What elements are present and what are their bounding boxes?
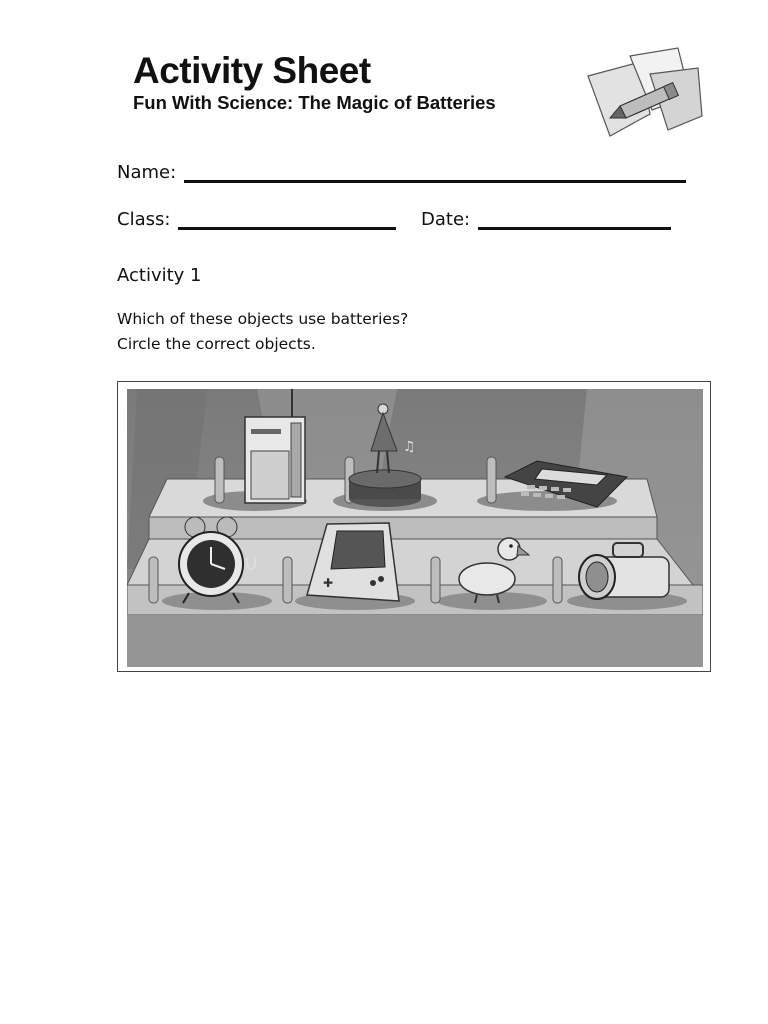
name-field [117,162,686,183]
activity-question: Which of these objects use batteries? [117,310,409,328]
svg-text:✚: ✚ [323,576,334,590]
class-field [117,209,396,230]
date-blank-line[interactable] [478,209,671,230]
shelf-scene [127,389,703,667]
name-blank-line[interactable] [184,162,686,183]
activity-instruction: Circle the correct objects. [117,335,316,353]
page-subtitle: Fun With Science: The Magic of Batteries [133,92,496,113]
name-label: Name: [117,162,177,183]
class-label: Class: [117,209,171,230]
objects-illustration-frame [117,381,711,672]
class-blank-line[interactable] [178,209,396,230]
date-field [421,209,671,230]
paper-pencil-icon [580,44,710,144]
date-label: Date: [421,209,471,230]
activity-heading: Activity 1 [117,265,202,286]
svg-text:♫: ♫ [403,439,416,455]
page-title: Activity Sheet [133,50,371,91]
